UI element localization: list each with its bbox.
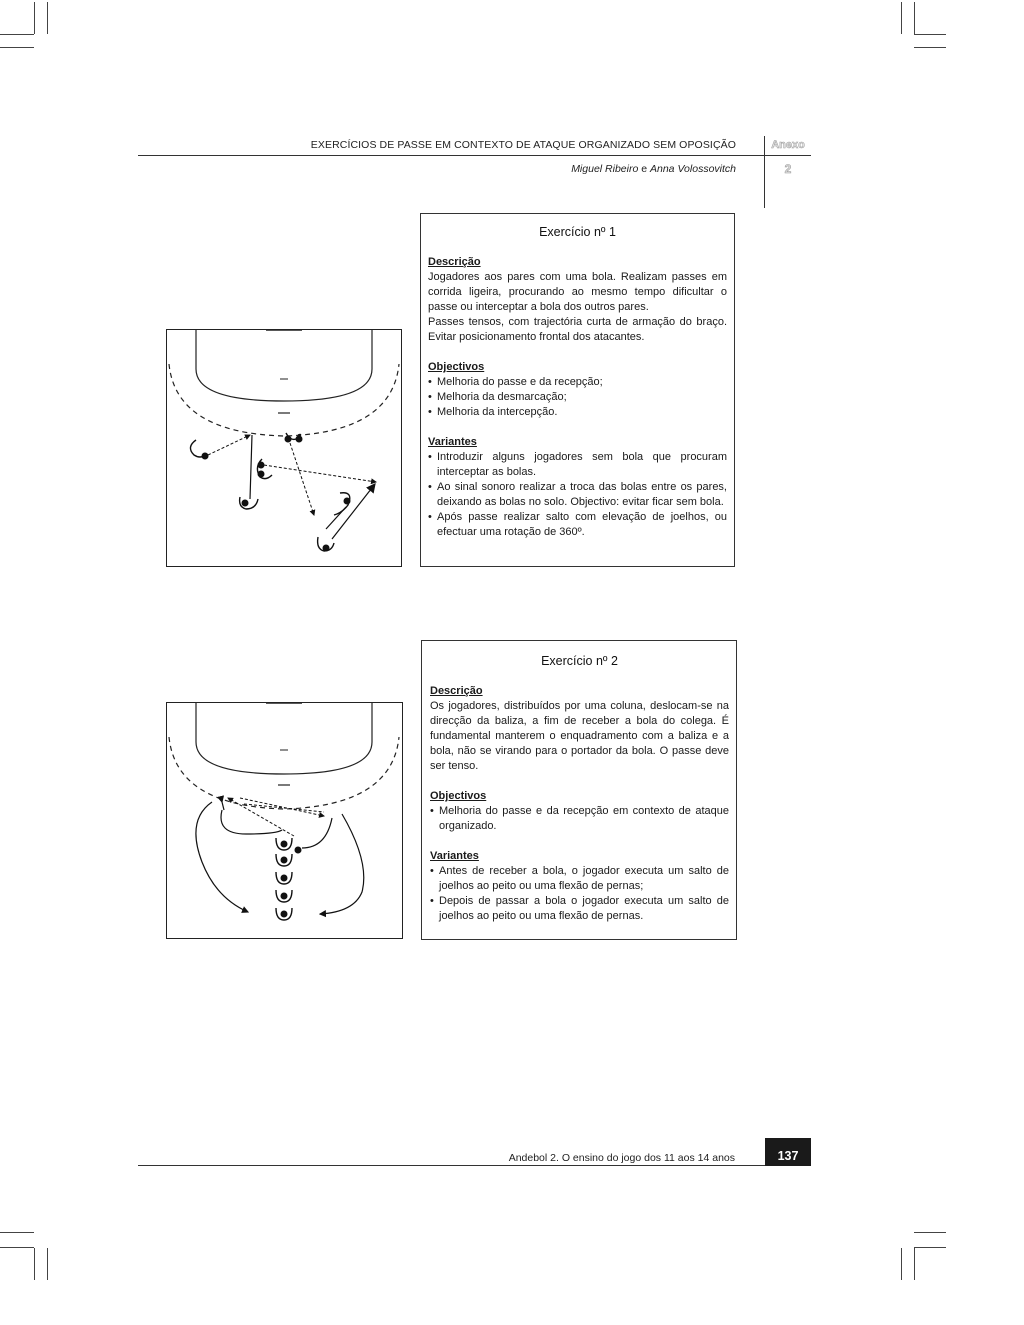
exercise-2-objectives-heading: Objectivos	[430, 790, 487, 802]
author-2: Anna Volossovitch	[650, 163, 736, 175]
exercise-1-objectives-list	[428, 375, 727, 420]
exercise-1-description-heading: Descrição	[428, 256, 481, 268]
annex-number: 2	[784, 162, 792, 176]
exercise-2-variants-list	[430, 864, 729, 924]
exercise-2-diagram	[166, 702, 403, 939]
footer-rule	[138, 1165, 811, 1166]
exercise-2-description-paragraph: Os jogadores, distribuídos por uma coluna, deslocam-se na direcção da baliza, a fim de receber a bola do colega. É fundamental manterem o enquadramento com a baliza e a bola, não se virando para o portador da bola. O passe deve ser tenso.	[430, 700, 729, 772]
variant-item: • Antes de receber a bola, o jogador executa um salto de joelhos ao peito ou uma flexão de pernas;	[430, 864, 729, 894]
exercise-2-objectives-list	[430, 804, 729, 834]
variant-item: • Após passe realizar salto com elevação de joelhos, ou efectuar uma rotação de 360º.	[428, 510, 727, 540]
running-header-title: EXERCÍCIOS DE PASSE EM CONTEXTO DE ATAQUE ORGANIZADO SEM OPOSIÇÃO	[310, 139, 736, 151]
objective-item: • Melhoria do passe e da recepção em contexto de ataque organizado.	[430, 804, 729, 834]
author-connector: e	[641, 163, 648, 175]
objective-item: • Melhoria da intercepção.	[428, 405, 727, 420]
annex-label: Anexo	[771, 139, 805, 151]
annex-divider	[764, 136, 765, 208]
objective-item: • Melhoria da desmarcação;	[428, 390, 727, 405]
running-footer-title: Andebol 2. O ensino do jogo dos 11 aos 14 anos	[508, 1152, 735, 1164]
exercise-1-variants-list	[428, 450, 727, 540]
court-outline	[167, 330, 402, 567]
exercise-1-box	[420, 213, 735, 567]
exercise-1-title: Exercício nº 1	[539, 225, 616, 239]
objective-item: • Melhoria do passe e da recepção;	[428, 375, 727, 390]
variant-item: • Ao sinal sonoro realizar a troca das bolas entre os pares, deixando as bolas no solo. Objectivo: evitar ficar sem bola.	[428, 480, 727, 510]
variant-item: • Introduzir alguns jogadores sem bola que procuram interceptar as bolas.	[428, 450, 727, 480]
exercise-1-objectives-heading: Objectivos	[428, 361, 485, 373]
free-throw-line	[169, 737, 399, 809]
exercise-2-variants-heading: Variantes	[430, 850, 479, 862]
exercise-2-box	[421, 640, 737, 940]
goal-area-line	[196, 330, 372, 401]
page-number: 137	[765, 1138, 811, 1166]
header-rule	[138, 155, 811, 156]
free-throw-line	[169, 364, 399, 436]
author-1: Miguel Ribeiro	[571, 163, 639, 175]
exercise-1-description-paragraph: Jogadores aos pares com uma bola. Realizam passes em corrida ligeira, procurando ao mesmo tempo dificultar o passe ou interceptar a bola dos outros pares.	[428, 271, 727, 313]
exercise-2-description-heading: Descrição	[430, 685, 483, 697]
court-outline	[167, 703, 403, 939]
running-header-authors	[400, 163, 736, 175]
exercise-1-variants-heading: Variantes	[428, 436, 477, 448]
exercise-1-diagram	[166, 329, 402, 567]
variant-item: • Depois de passar a bola o jogador executa um salto de joelhos ao peito ou uma flexão de pernas.	[430, 894, 729, 924]
goal-area-line	[196, 703, 372, 774]
exercise-2-title: Exercício nº 2	[541, 654, 618, 668]
run-path-1	[250, 435, 252, 499]
exercise-1-description-paragraph: Passes tensos, com trajectória curta de armação do braço. Evitar posicionamento frontal dos atacantes.	[428, 316, 727, 343]
